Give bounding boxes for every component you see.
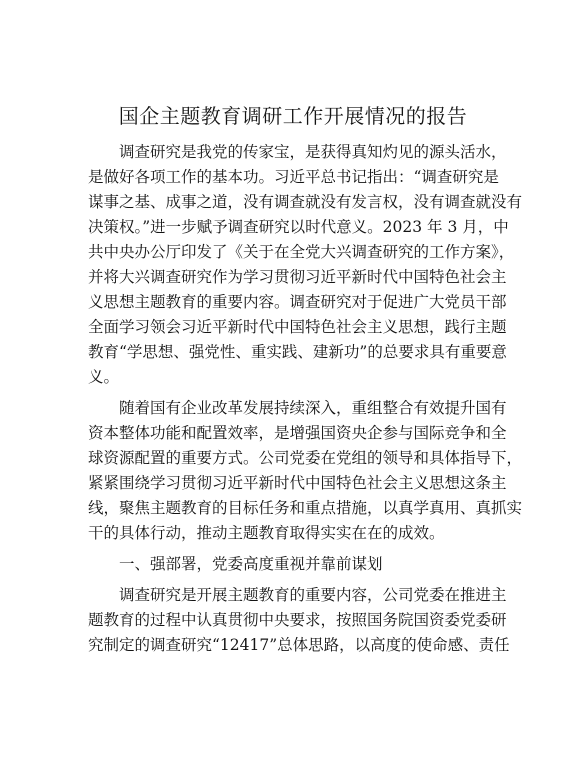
- paragraph-2-line: 线，聚焦主题教育的目标任务和重点措施，以真学真用、真抓实: [88, 499, 523, 517]
- paragraph-1-line: 共中央办公厅印发了《关于在全党大兴调查研究的工作方案》，: [88, 243, 515, 261]
- paragraph-1-line: 调查研究是我党的传家宝，是获得真知灼见的源头活水，: [119, 143, 507, 161]
- document-title: 国企主题教育调研工作开展情况的报告: [118, 104, 468, 128]
- paragraph-1-line: 全面学习领会习近平新时代中国特色社会主义思想，践行主题: [88, 318, 507, 336]
- paragraph-2-line: 干的具体行动，推动主题教育取得实实在在的成效。: [88, 524, 445, 542]
- paragraph-1-line: 义。: [88, 368, 120, 386]
- paragraph-1-line: 是做好各项工作的基本功。习近平总书记指出：“调查研究是: [88, 168, 499, 186]
- paragraph-3-line: 究制定的调查研究“12417”总体思路，以高度的使命感、责任: [88, 636, 510, 654]
- paragraph-2-line: 随着国有企业改革发展持续深入，重组整合有效提升国有: [119, 399, 507, 417]
- paragraph-2-line: 紧紧围绕学习贯彻习近平新时代中国特色社会主义思想这条主: [88, 474, 507, 492]
- paragraph-1-line: 决策权。”进一步赋予调查研究以时代意义。2023 年 3 月，中: [88, 218, 509, 236]
- paragraph-1-line: 谋事之基、成事之道，没有调查就没有发言权，没有调查就没有: [88, 193, 523, 211]
- paragraph-3-line: 题教育的过程中认真贯彻中央要求，按照国务院国资委党委研: [88, 611, 507, 629]
- paragraph-1-line: 教育“学思想、强党性、重实践、建新功”的总要求具有重要意: [88, 343, 507, 361]
- paragraph-2-line: 资本整体功能和配置效率，是增强国资央企参与国际竞争和全: [88, 424, 507, 442]
- paragraph-2-line: 球资源配置的重要方式。公司党委在党组的领导和具体指导下，: [88, 449, 523, 467]
- paragraph-3-line: 调查研究是开展主题教育的重要内容，公司党委在推进主: [119, 586, 507, 604]
- paragraph-1-line: 并将大兴调查研究作为学习贯彻习近平新时代中国特色社会主: [88, 268, 507, 286]
- paragraph-1-line: 义思想主题教育的重要内容。调查研究对于促进广大党员干部: [88, 293, 507, 311]
- section-heading: 一、强部署，党委高度重视并靠前谋划: [119, 555, 383, 573]
